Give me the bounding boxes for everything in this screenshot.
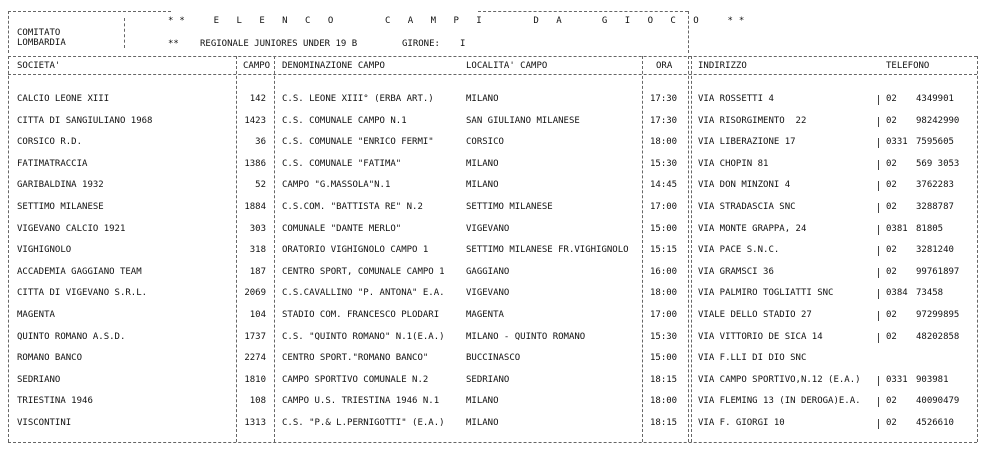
cell-societa: VIGHIGNOLO	[17, 245, 72, 255]
col-header-localita: LOCALITA' CAMPO	[466, 61, 548, 71]
group-value: I	[460, 39, 466, 49]
cell-campo: 1810	[244, 375, 266, 385]
phone-separator	[878, 246, 879, 256]
phone-separator	[878, 225, 879, 235]
group-label: GIRONE:	[402, 39, 440, 49]
cell-phone-prefix: 02	[886, 396, 897, 406]
phone-separator	[878, 181, 879, 191]
cell-denominazione: C.S. COMUNALE "ENRICO FERMI"	[282, 137, 434, 147]
cell-societa: SEDRIANO	[17, 375, 61, 385]
cell-localita: GAGGIANO	[466, 267, 510, 277]
phone-separator	[878, 203, 879, 213]
cell-societa: CITTA DI VIGEVANO S.R.L.	[17, 288, 148, 298]
cell-phone-number: 4526610	[916, 418, 954, 428]
cell-phone-number: 48202858	[916, 332, 960, 342]
cell-phone-number: 40090479	[916, 396, 960, 406]
cell-ora: 15:15	[650, 245, 678, 255]
cell-ora: 18:00	[650, 396, 678, 406]
col-header-telefono: TELEFONO	[886, 61, 930, 71]
cell-denominazione: C.S.CAVALLINO "P. ANTONA" E.A.	[282, 288, 445, 298]
cell-localita: SETTIMO MILANESE FR.VIGHIGNOLO	[466, 245, 629, 255]
cell-societa: FATIMATRACCIA	[17, 159, 88, 169]
col-header-societa: SOCIETA'	[17, 61, 61, 71]
cell-phone-number: 98242990	[916, 116, 960, 126]
cell-localita: MILANO - QUINTO ROMANO	[466, 332, 586, 342]
cell-campo: 142	[249, 94, 266, 104]
cell-localita: SEDRIANO	[466, 375, 510, 385]
cell-campo: 2069	[244, 288, 266, 298]
cell-phone-prefix: 02	[886, 245, 897, 255]
cell-ora: 14:45	[650, 180, 678, 190]
cell-indirizzo: VIA STRADASCIA SNC	[698, 202, 796, 212]
header-top-rule-right	[478, 11, 688, 12]
cell-societa: VIGEVANO CALCIO 1921	[17, 224, 126, 234]
cell-indirizzo: VIA F. GIORGI 10	[698, 418, 785, 428]
cell-localita: SETTIMO MILANESE	[466, 202, 553, 212]
phone-separator	[878, 138, 879, 148]
header-org-divider	[124, 18, 125, 48]
col-divider-indirizzo-b	[691, 56, 692, 442]
cell-ora: 18:15	[650, 375, 678, 385]
cell-ora: 15:00	[650, 353, 678, 363]
cell-indirizzo: VIA F.LLI DI DIO SNC	[698, 353, 807, 363]
phone-separator	[878, 117, 879, 127]
cell-campo: 52	[255, 180, 266, 190]
cell-indirizzo: VIA ROSSETTI 4	[698, 94, 774, 104]
col-header-campo: CAMPO	[243, 61, 271, 71]
cell-indirizzo: VIA RISORGIMENTO 22	[698, 116, 807, 126]
cell-phone-prefix: 02	[886, 332, 897, 342]
cell-localita: SAN GIULIANO MILANESE	[466, 116, 580, 126]
col-header-denominazione: DENOMINAZIONE CAMPO	[282, 61, 385, 71]
cell-campo: 36	[255, 137, 266, 147]
cell-denominazione: C.S.COM. "BATTISTA RE" N.2	[282, 202, 423, 212]
cell-societa: CORSICO R.D.	[17, 137, 83, 147]
cell-denominazione: C.S. "QUINTO ROMANO" N.1(E.A.)	[282, 332, 445, 342]
cell-indirizzo: VIA LIBERAZIONE 17	[698, 137, 796, 147]
cell-denominazione: CENTRO SPORT, COMUNALE CAMPO 1	[282, 267, 445, 277]
cell-campo: 108	[249, 396, 266, 406]
region-label: LOMBARDIA	[17, 38, 66, 48]
cell-indirizzo: VIA PALMIRO TOGLIATTI SNC	[698, 288, 834, 298]
phone-separator	[878, 376, 879, 386]
col-divider-indirizzo-a	[688, 56, 689, 442]
cell-denominazione: CAMPO SPORTIVO COMUNALE N.2	[282, 375, 429, 385]
cell-denominazione: CAMPO U.S. TRIESTINA 1946 N.1	[282, 396, 440, 406]
cell-denominazione: CAMPO "G.MASSOLA"N.1	[282, 180, 391, 190]
cell-societa: CALCIO LEONE XIII	[17, 94, 110, 104]
col-header-indirizzo: INDIRIZZO	[698, 61, 747, 71]
table-bottom-rule	[8, 442, 977, 443]
cell-phone-prefix: 0331	[886, 375, 908, 385]
col-divider-left-edge	[8, 56, 9, 442]
cell-ora: 17:00	[650, 310, 678, 320]
cell-ora: 17:30	[650, 116, 678, 126]
cell-denominazione: C.S. "P.& L.PERNIGOTTI" (E.A.)	[282, 418, 445, 428]
phone-separator	[878, 419, 879, 429]
cell-phone-prefix: 0384	[886, 288, 908, 298]
cell-phone-number: 3288787	[916, 202, 954, 212]
cell-ora: 15:30	[650, 332, 678, 342]
cell-phone-number: 903981	[916, 375, 949, 385]
cell-indirizzo: VIA DON MINZONI 4	[698, 180, 791, 190]
cell-societa: ROMANO BANCO	[17, 353, 83, 363]
cell-ora: 15:30	[650, 159, 678, 169]
cell-ora: 15:00	[650, 224, 678, 234]
col-divider-denominazione	[274, 56, 275, 442]
cell-phone-number: 99761897	[916, 267, 960, 277]
phone-separator	[878, 397, 879, 407]
cell-societa: GARIBALDINA 1932	[17, 180, 104, 190]
phone-separator	[878, 160, 879, 170]
cell-ora: 18:00	[650, 288, 678, 298]
col-divider-ora	[642, 56, 643, 442]
cell-indirizzo: VIA GRAMSCI 36	[698, 267, 774, 277]
cell-localita: BUCCINASCO	[466, 353, 521, 363]
table-top-rule	[8, 56, 977, 57]
cell-phone-prefix: 02	[886, 267, 897, 277]
header-top-rule-left	[8, 11, 171, 12]
cell-localita: MILANO	[466, 159, 499, 169]
cell-campo: 1386	[244, 159, 266, 169]
cell-campo: 187	[249, 267, 266, 277]
cell-denominazione: C.S. COMUNALE "FATIMA"	[282, 159, 402, 169]
cell-phone-prefix: 0331	[886, 137, 908, 147]
cell-societa: CITTA DI SANGIULIANO 1968	[17, 116, 153, 126]
page-title: ** E L E N C O C A M P I D A G I O C O **	[168, 16, 751, 26]
cell-localita: CORSICO	[466, 137, 504, 147]
cell-localita: MILANO	[466, 418, 499, 428]
phone-separator	[878, 311, 879, 321]
cell-phone-prefix: 02	[886, 94, 897, 104]
cell-phone-prefix: 02	[886, 202, 897, 212]
column-header-rule	[8, 74, 977, 75]
cell-campo: 318	[249, 245, 266, 255]
cell-societa: QUINTO ROMANO A.S.D.	[17, 332, 126, 342]
cell-phone-number: 4349901	[916, 94, 954, 104]
cell-phone-prefix: 02	[886, 116, 897, 126]
cell-indirizzo: VIALE DELLO STADIO 27	[698, 310, 812, 320]
cell-ora: 18:00	[650, 137, 678, 147]
cell-ora: 17:30	[650, 94, 678, 104]
cell-campo: 1313	[244, 418, 266, 428]
cell-phone-number: 97299895	[916, 310, 960, 320]
cell-indirizzo: VIA PACE S.N.C.	[698, 245, 780, 255]
cell-phone-number: 81805	[916, 224, 944, 234]
cell-denominazione: C.S. LEONE XIII° (ERBA ART.)	[282, 94, 434, 104]
phone-separator	[878, 95, 879, 105]
cell-campo: 1737	[244, 332, 266, 342]
committee-label: COMITATO	[17, 28, 61, 38]
cell-indirizzo: VIA FLEMING 13 (IN DEROGA)E.A.	[698, 396, 861, 406]
phone-separator	[878, 268, 879, 278]
cell-phone-number: 3281240	[916, 245, 954, 255]
subtitle-marker: **	[168, 39, 179, 49]
cell-societa: VISCONTINI	[17, 418, 72, 428]
cell-localita: MILANO	[466, 94, 499, 104]
cell-denominazione: CENTRO SPORT."ROMANO BANCO"	[282, 353, 429, 363]
cell-indirizzo: VIA CHOPIN 81	[698, 159, 769, 169]
cell-campo: 2274	[244, 353, 266, 363]
cell-indirizzo: VIA VITTORIO DE SICA 14	[698, 332, 823, 342]
col-divider-right-edge	[977, 56, 978, 442]
phone-separator	[878, 333, 879, 343]
cell-societa: ACCADEMIA GAGGIANO TEAM	[17, 267, 142, 277]
cell-phone-number: 3762283	[916, 180, 954, 190]
championship-label: REGIONALE JUNIORES UNDER 19 B	[200, 39, 358, 49]
cell-phone-number: 569 3053	[916, 159, 960, 169]
cell-denominazione: ORATORIO VIGHIGNOLO CAMPO 1	[282, 245, 429, 255]
cell-indirizzo: VIA CAMPO SPORTIVO,N.12 (E.A.)	[698, 375, 861, 385]
cell-campo: 1884	[244, 202, 266, 212]
cell-campo: 104	[249, 310, 266, 320]
cell-societa: SETTIMO MILANESE	[17, 202, 104, 212]
cell-phone-prefix: 02	[886, 159, 897, 169]
col-header-ora: ORA	[656, 61, 673, 71]
phone-separator	[878, 289, 879, 299]
cell-ora: 16:00	[650, 267, 678, 277]
cell-phone-prefix: 02	[886, 310, 897, 320]
cell-phone-number: 7595605	[916, 137, 954, 147]
cell-campo: 1423	[244, 116, 266, 126]
cell-localita: VIGEVANO	[466, 224, 510, 234]
header-left-edge	[8, 11, 9, 53]
cell-denominazione: STADIO COM. FRANCESCO PLODARI	[282, 310, 440, 320]
cell-societa: MAGENTA	[17, 310, 55, 320]
cell-phone-prefix: 02	[886, 418, 897, 428]
cell-phone-prefix: 02	[886, 180, 897, 190]
cell-societa: TRIESTINA 1946	[17, 396, 93, 406]
cell-localita: MILANO	[466, 180, 499, 190]
cell-denominazione: COMUNALE "DANTE MERLO"	[282, 224, 402, 234]
cell-localita: MILANO	[466, 396, 499, 406]
cell-phone-number: 73458	[916, 288, 944, 298]
cell-phone-prefix: 0381	[886, 224, 908, 234]
cell-localita: VIGEVANO	[466, 288, 510, 298]
cell-ora: 18:15	[650, 418, 678, 428]
cell-localita: MAGENTA	[466, 310, 504, 320]
cell-denominazione: C.S. COMUNALE CAMPO N.1	[282, 116, 407, 126]
cell-campo: 303	[249, 224, 266, 234]
cell-ora: 17:00	[650, 202, 678, 212]
cell-indirizzo: VIA MONTE GRAPPA, 24	[698, 224, 807, 234]
